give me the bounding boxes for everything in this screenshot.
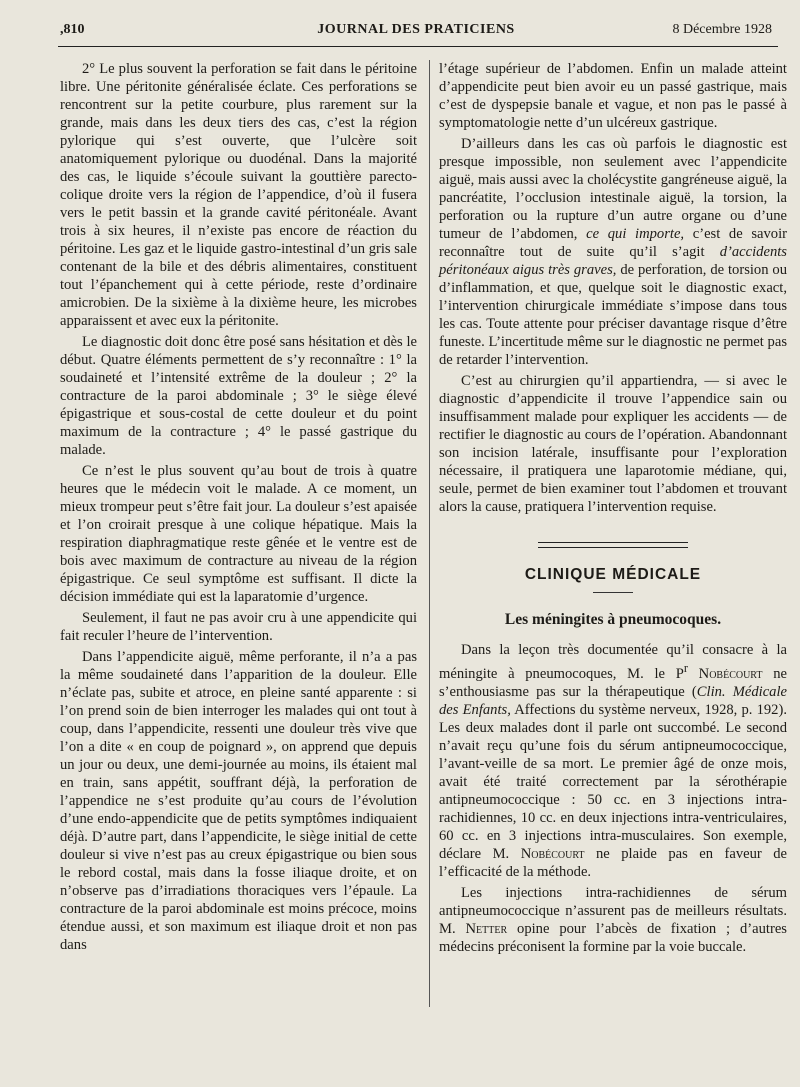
paragraph: C’est au chirurgien qu’il appartiendra, — si avec le diagnostic d’appendicite il trouve l’appendice sain ou insuffisamment malade pour expliquer les accidents — de rectifier le diagnostic au cours de l’opération. Abandonnant son incision latérale, insuffisante pour l’exploration nécessaire, il pratiquera une laparotomie médiane, qui, seule, permet de bien examiner tout l’abdomen et trouvant alors la cause, pratiquera l’intervention requise. [439, 373, 787, 515]
paragraph: Seulement, il faut ne pas avoir cru à une appendicite qui fait reculer l’heure de l’intervention. [60, 610, 417, 644]
emphasis: d’accidents péritonéaux aigus très graves, [439, 244, 787, 278]
text-run: D’ailleurs dans les cas où parfois le diagnostic est presque impossible, non seulement avec l’appendicite aiguë, mais aussi avec la cholécystite gangréneuse aiguë, la pancréatite, l’occlusion intestinale aiguë, la torsion, la perforation ou la rupture d’un autre organe ou d’une tumeur de l’abdomen, [439, 136, 787, 242]
paragraph: 2° Le plus souvent la perforation se fait dans le péritoine libre. Une péritonite généralisée éclate. Ces perforations se rencontrent sur la petite courbure, plus rarement sur la grande, mais dans les deux tiers des cas, c’est la région pylorique qui s’est ouverte, que l’ulcère soit anatomiquement pylorique ou duodénal. Dans la majorité des cas, le liquide s’écoule suivant la gouttière parecto-colique droite vers la région de l’appendice, d’où il fusera vers le petit bassin et la grande cavité péritonéale. Avant trois à six heures, il n’existe pas encore de réaction du péritoine. Les gaz et le liquide gastro-intestinal d’un gris sale contenant de la bile et des débris alimentaires, constituent tout l’épanchement qui à cette période, reste d’ordinaire amicrobien. De la sixième à la dixième heure, les microbes apparaissent et avec eux la péritonite. [60, 61, 417, 329]
paragraph: Dans l’appendicite aiguë, même perforante, il n’a a pas la même soudaineté dans l’apparition de la douleur. Elle n’éclate pas, subite et atroce, en pleine santé apparente : si l’on prend soin de bien interroger les malades qui ont tout à coup, dans l’appendicite, ressenti une douleur très vive que l’on a dite « en coup de poignard », on apprend que depuis un jour ou deux, une demi-journée au moins, ils étaient mal en train, sans appétit, souffrant déjà, la perforation de l’appendice ne s’est produite qu’au cours de l’évolution d’une endo-appendicite que de petits symptômes indiquaient déjà. D’autre part, dans l’appendicite, le siège initial de cette douleur si vive n’est pas au creux épigastrique ou bien sous le rebord costal, mais dans la fosse iliaque droite, et on n’observe pas d’irradiations thoraciques vers l’épaule. La contracture de la paroi abdominale est moins précoce, moins étendue aussi, et son maximum est iliaque droit et non pas dans [60, 649, 417, 953]
text-run: de perforation, de torsion ou d’inflammation, et que, quelque soit le diagnostic exact, l’intervention chirurgicale immédiate s’impose dans tous les cas. Toute attente pour préciser davantage risque d’être funeste. L’incertitude même sur le diagnostic ne permet pas de retarder l’intervention. [439, 262, 787, 368]
author-name: Nobécourt [698, 665, 763, 682]
paragraph: Ce n’est le plus souvent qu’au bout de trois à quatre heures que le médecin voit le malade. A ce moment, un mieux trompeur peut s’être fait jour. La douleur s’est apaisée et l’on croirait presque à une colique hépatique. Mais la respiration diaphragmatique reste gênée et le ventre est de bois avec maximum de contracture au niveau de la région épigastrique. Ce seul symptôme est suffisant. Il dicte la décision immédiate qui est la laparatomie d’urgence. [60, 463, 417, 605]
paragraph [439, 884, 787, 956]
text-run: ne s’enthousiasme pas sur la thérapeutique ( [439, 665, 787, 700]
text-run: c’est de savoir reconnaître tout de suite qu’il s’agit [439, 226, 788, 260]
section-title: CLINIQUE MÉDICALE [524, 566, 702, 583]
text-run: Affections du système nerveux, 1928, p. 192). Les deux malades dont il parle ont succombé. Le second n’avait reçu qu’une fois du sérum antipneumococcique, l’avant-veille de sa mort. Le premier âgé de onze mois, avait été traité correctement par la sérothérapie antipneumococcique : 50 cc. en 3 injections intra-rachidiennes, 10 cc. en deux injections intra-ventriculaires, 60 cc. en 3 injections intra-musculaires. Son exemple, déclare M. [439, 701, 787, 862]
superscript: r [683, 661, 688, 675]
text-run: ne plaide pas en faveur de l’efficacité de la méthode. [439, 845, 787, 880]
section-separator [538, 542, 688, 548]
header-rule [58, 46, 778, 47]
paragraph: Le diagnostic doit donc être posé sans hésitation et dès le début. Quatre éléments permettent de s’y reconnaître : 1° la soudaineté et l’intensité extrême de la douleur ; 2° la contracture de la paroi abdominale ; 3° le siège élevé épigastrique et sous-costal de cette douleur et du point maximum de la contracture ; 4° le passé gastrique du malade. [60, 334, 417, 458]
issue-date: 8 Décembre 1928 [672, 22, 772, 37]
text-run: Les injections intra-rachidiennes de sérum antipneumococcique n’assurent pas de meilleurs résultats. M. [439, 884, 787, 937]
article-title: Les méningites à pneumocoques. [504, 611, 722, 628]
paragraph [439, 641, 787, 881]
right-column [439, 60, 787, 956]
left-column [60, 60, 417, 954]
citation-title: Clin. Médicale des Enfants, [439, 683, 787, 718]
paragraph: l’étage supérieur de l’abdomen. Enfin un malade atteint d’appendicite peut bien avoir eu un passé gastrique, mais c’est de dyspepsie banale et vague, et non pas le passé à symptomatologie nette d’un ulcéreux gastrique. [439, 61, 787, 131]
running-header [60, 22, 772, 42]
title-rule [593, 592, 633, 593]
text-run: opine pour l’abcès de fixation ; d’autres médecins préconisent la formine par la voie buccale. [439, 920, 787, 955]
paragraph [439, 135, 787, 369]
text-run: Dans la leçon très documentée qu’il consacre à la méningite à pneumocoques, M. le P [439, 642, 787, 682]
journal-title: JOURNAL DES PRATICIENS [317, 22, 515, 37]
author-name: Nobécourt [520, 845, 585, 862]
emphasis: ce qui importe, [586, 226, 685, 242]
page-number: ,810 [60, 22, 85, 37]
column-divider [429, 60, 430, 1007]
author-name: Netter [465, 920, 508, 937]
